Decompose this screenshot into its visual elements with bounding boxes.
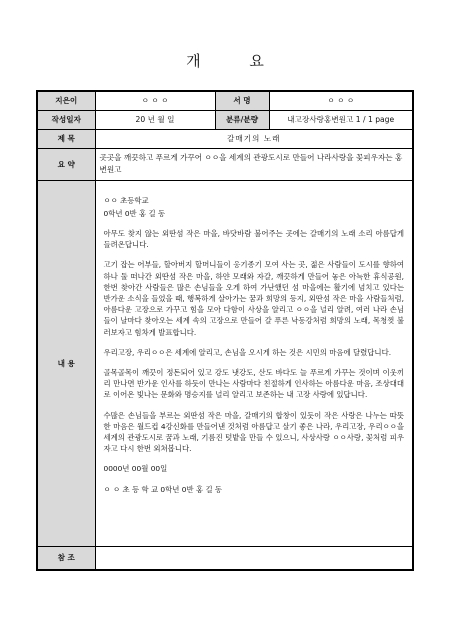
date-value: 20 년 월 일 [95,110,215,129]
paragraph-3: 우리고장, 우리ㅇㅇ은 세계에 알리고, 손님을 오시게 하는 것은 시민의 마음에 달렸답니다. [103,347,392,357]
date-line: 0000년 00월 00일 [103,464,168,474]
author-label: 지은이 [37,91,95,110]
signature-label: 서 명 [215,91,269,110]
author-value: ㅇ ㅇ ㅇ [95,91,215,110]
subject-value: 갈매기의 노래 [95,129,413,148]
overview-form [36,90,414,571]
paragraph-2: 고기 잡는 어부들, 할아버지 할머니들이 옹기종기 모여 사는 곳, 젊은 사람들이 도시를 향하여 하나 둘 떠나간 외딴섬 작은 마을, 하얀 모래와 자갈, 깨끗하게 만들어 놓은 아늑한 휴식공원, 한번 찾아간 사람들은 많은 손님들을 오게 하여 가난했던 섬 마을에는 활기에 넘치고 있다는 반가운 소식을 들었을 때, 행복하게 살아가는 꿈과 희망의 등지, 외딴섬 작은 마을 사람들처럼, 아름다운 고장으로 가꾸고 힘을 모아 다함이 사상을 알리고 ㅇㅇ을 널리 알려, 여러 나라 손님들이 날마다 찾아오는 세계 속의 고장으로 만들어 갈 푸른 낙동강처럼 희망의 노래, 목청껏 불러보자고 힘차게 발표합니다. [103,260,404,337]
paragraph-5: 수많은 손님들을 부르는 외딴섬 작은 마을, 갈매기의 합창이 있듯이 작은 사랑은 나누는 따뜻한 마음은 월드컵 4강신화를 만들어낸 것처럼 아름답고 살기 좋은 나라, 우리고장, 우리ㅇㅇ을 세계의 관광도시로 꿈과 노래, 기름진 텃밭을 만들 수 있으니, 사상사랑 ㅇㅇ사랑, 꽃처럼 피우자고 다시 한번 외쳐봅니다. [103,410,404,454]
page-title: 개 요 [186,52,286,70]
summary-label: 요 약 [37,148,95,180]
subject-label: 제 목 [37,129,95,148]
signoff-line: ㅇ ㅇ 초 등 학 교 0학년 0반 홍 길 동 [103,484,223,494]
content-body [95,180,413,546]
student-line: 0학년 0반 홍 길 동 [103,208,166,218]
reference-label: 참 조 [37,546,95,570]
reference-value [95,546,413,570]
paragraph-1: 아무도 찾지 않는 외딴섬 작은 마을, 바닷바람 불어주는 곳에는 갈매기의 노래 소리 아름답게 들려온답니다. [103,228,404,250]
signature-value: ㅇ ㅇ ㅇ [269,91,413,110]
paragraph-4: 골목골목이 깨끗이 정돈되어 있고 강도 냇강도, 산도 바다도 늘 푸르게 가꾸는 것이며 이웃끼리 만나면 반가운 인사를 하듯이 만나는 사람마다 친절하게 인사하는 아름다운 마음, 조상대대로 이어온 빛나는 문화와 명승지를 널리 알리고 보존하는 내 고장 사랑에 있답니다. [103,367,404,400]
summary-value: 곳곳을 깨끗하고 푸르게 가꾸어 ㅇㅇ을 세계의 관광도시로 만들어 나라사랑을 꽃피우자는 홍변원고 [95,148,413,180]
content-label: 내 용 [37,180,95,546]
school-line: ㅇㅇ 초등학교 [103,195,149,205]
category-label: 분류/분량 [215,110,269,129]
date-label: 작성일자 [37,110,95,129]
category-value: 내고장사랑홍변원고 1 / 1 page [269,110,413,129]
